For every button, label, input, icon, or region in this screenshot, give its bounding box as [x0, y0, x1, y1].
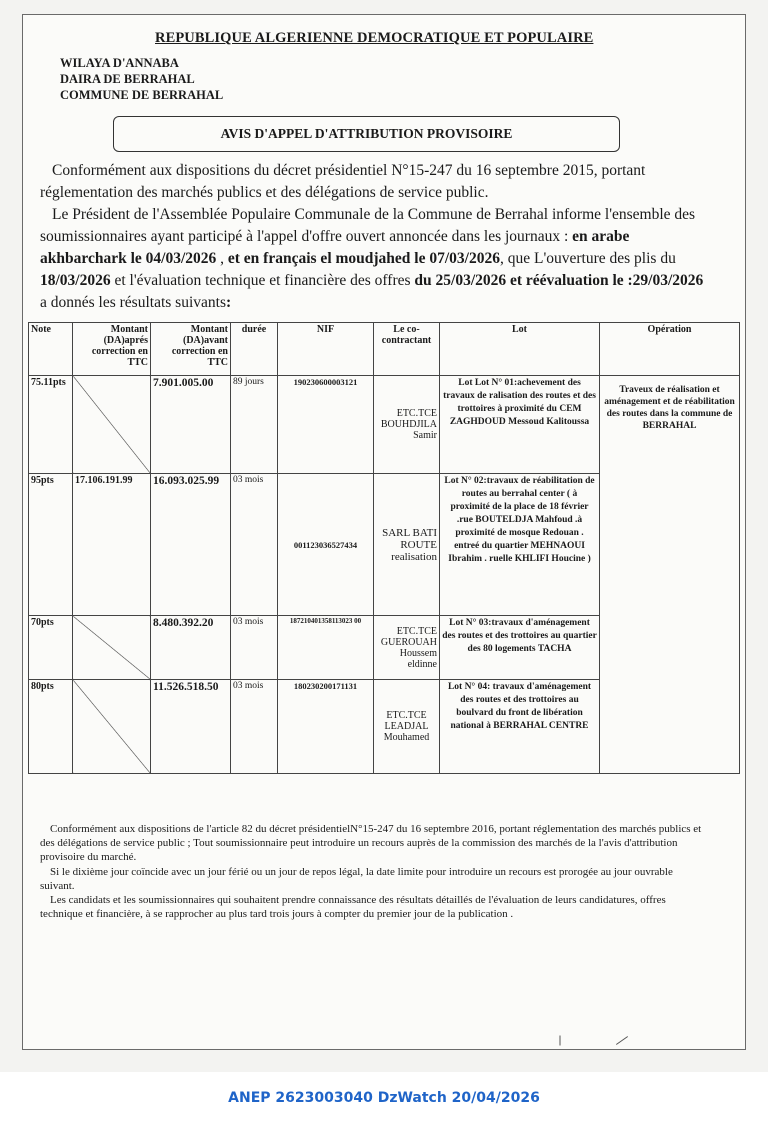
footer-paragraph-1: Conformément aux dispositions de l'article 82 du décret présidentielN°15-247 du 16 septembre 2016, portant réglementation des marchés publics et des délégations de service public ; Tout soumissionnaire peut introduire un recours auprès de la commission des marchés de la l'avis d'attribution provisoire du marché.: [40, 823, 702, 864]
row-amount-before: 7.901.005.00: [151, 376, 231, 474]
daira-line: DAIRA DE BERRAHAL: [60, 72, 195, 86]
scan-mark: [560, 1036, 561, 1046]
row-contractor: ETC.TCE BOUHDJILA Samir: [374, 376, 440, 474]
intro-text-span: et l'évaluation technique et financière des offres: [110, 272, 415, 289]
intro-text: [40, 160, 712, 314]
row-duration: 89 jours: [231, 376, 278, 474]
table-row: [29, 376, 740, 474]
notice-title: AVIS D'APPEL D'ATTRIBUTION PROVISOIRE: [220, 126, 513, 141]
french-newspaper-date: et en français el moudjahed le 07/03/2026: [227, 250, 500, 267]
row-contractor: ETC.TCE GUEROUAH Houssem eldinne: [374, 616, 440, 680]
row-note: 80pts: [29, 680, 73, 774]
row-note: 95pts: [29, 474, 73, 616]
row-nif: 180230200171131: [278, 680, 374, 774]
row-amount-after: [73, 376, 151, 474]
row-amount-before: 11.526.518.50: [151, 680, 231, 774]
header-duration: durée: [231, 323, 278, 376]
intro-colon: :: [225, 294, 232, 311]
evaluation-dates: du 25/03/2026 et réévaluation le :29/03/2026: [414, 272, 704, 289]
row-duration: 03 mois: [231, 680, 278, 774]
wilaya-line: WILAYA D'ANNABA: [60, 56, 179, 70]
row-lot: Lot N° 02:travaux de réabilitation de routes au berrahal center ( à proximité de la place de 18 février .rue BOUTELDJA Mahfoud .à proximité de mosque Redouan . entreé du quartier MEHNAOUI Ibrahim . ruelle KHLIFI Houcine ): [440, 474, 600, 616]
row-nif: 001123036527434: [278, 474, 374, 616]
row-note: 75.11pts: [29, 376, 73, 474]
arabic-newspaper-date: en arabe akhbarchark le 04/03/2026: [40, 228, 630, 267]
row-amount-before: 8.480.392.20: [151, 616, 231, 680]
row-duration: 03 mois: [231, 616, 278, 680]
commune-line: COMMUNE DE BERRAHAL: [60, 88, 224, 102]
header-note: Note: [29, 323, 73, 376]
row-contractor: ETC.TCE LEADJAL Mouhamed: [374, 680, 440, 774]
operation-cell: Traveux de réalisation et aménagement et de réabilitation des routes dans la commune de BERRAHAL: [600, 376, 740, 774]
row-lot: Lot N° 03:travaux d'aménagement des routes et des trottoires au quartier des 80 logements TACHA: [440, 616, 600, 680]
table-header-row: [29, 323, 740, 376]
row-nif: 187210401358113023 00: [278, 616, 374, 680]
row-amount-after: 17.106.191.99: [73, 474, 151, 616]
footer-text: [40, 822, 708, 921]
republic-heading: REPUBLIQUE ALGERIENNE DEMOCRATIQUE ET POPULAIRE: [155, 30, 594, 46]
results-table: [28, 322, 740, 774]
header-amount-before: Montant (DA)avant correction en TTC: [151, 323, 231, 376]
row-contractor: SARL BATI ROUTE realisation: [374, 474, 440, 616]
notice-title-box: [113, 116, 620, 152]
row-nif: 190230600003121: [278, 376, 374, 474]
row-amount-after: [73, 616, 151, 680]
header-nif: NIF: [278, 323, 374, 376]
intro-text-span: , que L'ouverture des plis du: [499, 250, 676, 267]
intro-paragraph-2: [40, 204, 712, 314]
header-operation: Opération: [600, 323, 740, 376]
publication-reference: ANEP 2623003040 DzWatch 20/04/2026: [228, 1090, 540, 1106]
row-lot: Lot N° 04: travaux d'aménagement des routes et des trottoires au boulvard du front de libération national à BERRAHAL CENTRE: [440, 680, 600, 774]
row-amount-before: 16.093.025.99: [151, 474, 231, 616]
opening-date: 18/03/2026: [40, 272, 111, 289]
intro-text-span: a donnés les résultats suivants: [40, 294, 226, 311]
intro-paragraph-1: Conformément aux dispositions du décret présidentiel N°15-247 du 16 septembre 2015, portant réglementation des marchés publics et des délégations de service public.: [40, 162, 646, 201]
intro-text-span: ,: [216, 250, 228, 267]
footer-paragraph-2: Si le dixième jour coïncide avec un jour férié ou un jour de repos légal, la date limite pour introduire un recours est prorogée au jour ouvrable suivant.: [40, 865, 673, 892]
header-lot: Lot: [440, 323, 600, 376]
footer-paragraph-3: Les candidats et les soumissionnaires qui souhaitent prendre connaissance des résultats détaillés de l'évaluation de leurs candidatures, offres technique et financière, à se rapprocher au plus tard trois jours à compter du premier jour de la publication .: [40, 894, 666, 921]
header-amount-after: Montant (DA)aprés correction en TTC: [73, 323, 151, 376]
row-amount-after: [73, 680, 151, 774]
intro-text-span: Le Président de l'Assemblée Populaire Communale de la Commune de Berrahal informe l'ensemble des soumissionnaires ayant participé à l'appel d'offre ouvert annoncée dans les journaux :: [40, 206, 696, 245]
header-contractor: Le co-contractant: [374, 323, 440, 376]
row-duration: 03 mois: [231, 474, 278, 616]
row-note: 70pts: [29, 616, 73, 680]
row-lot: Lot Lot N° 01:achevement des travaux de ralisation des routes et des trottoires à proximité du CEM ZAGHDOUD Messoud Kalitoussa: [440, 376, 600, 474]
